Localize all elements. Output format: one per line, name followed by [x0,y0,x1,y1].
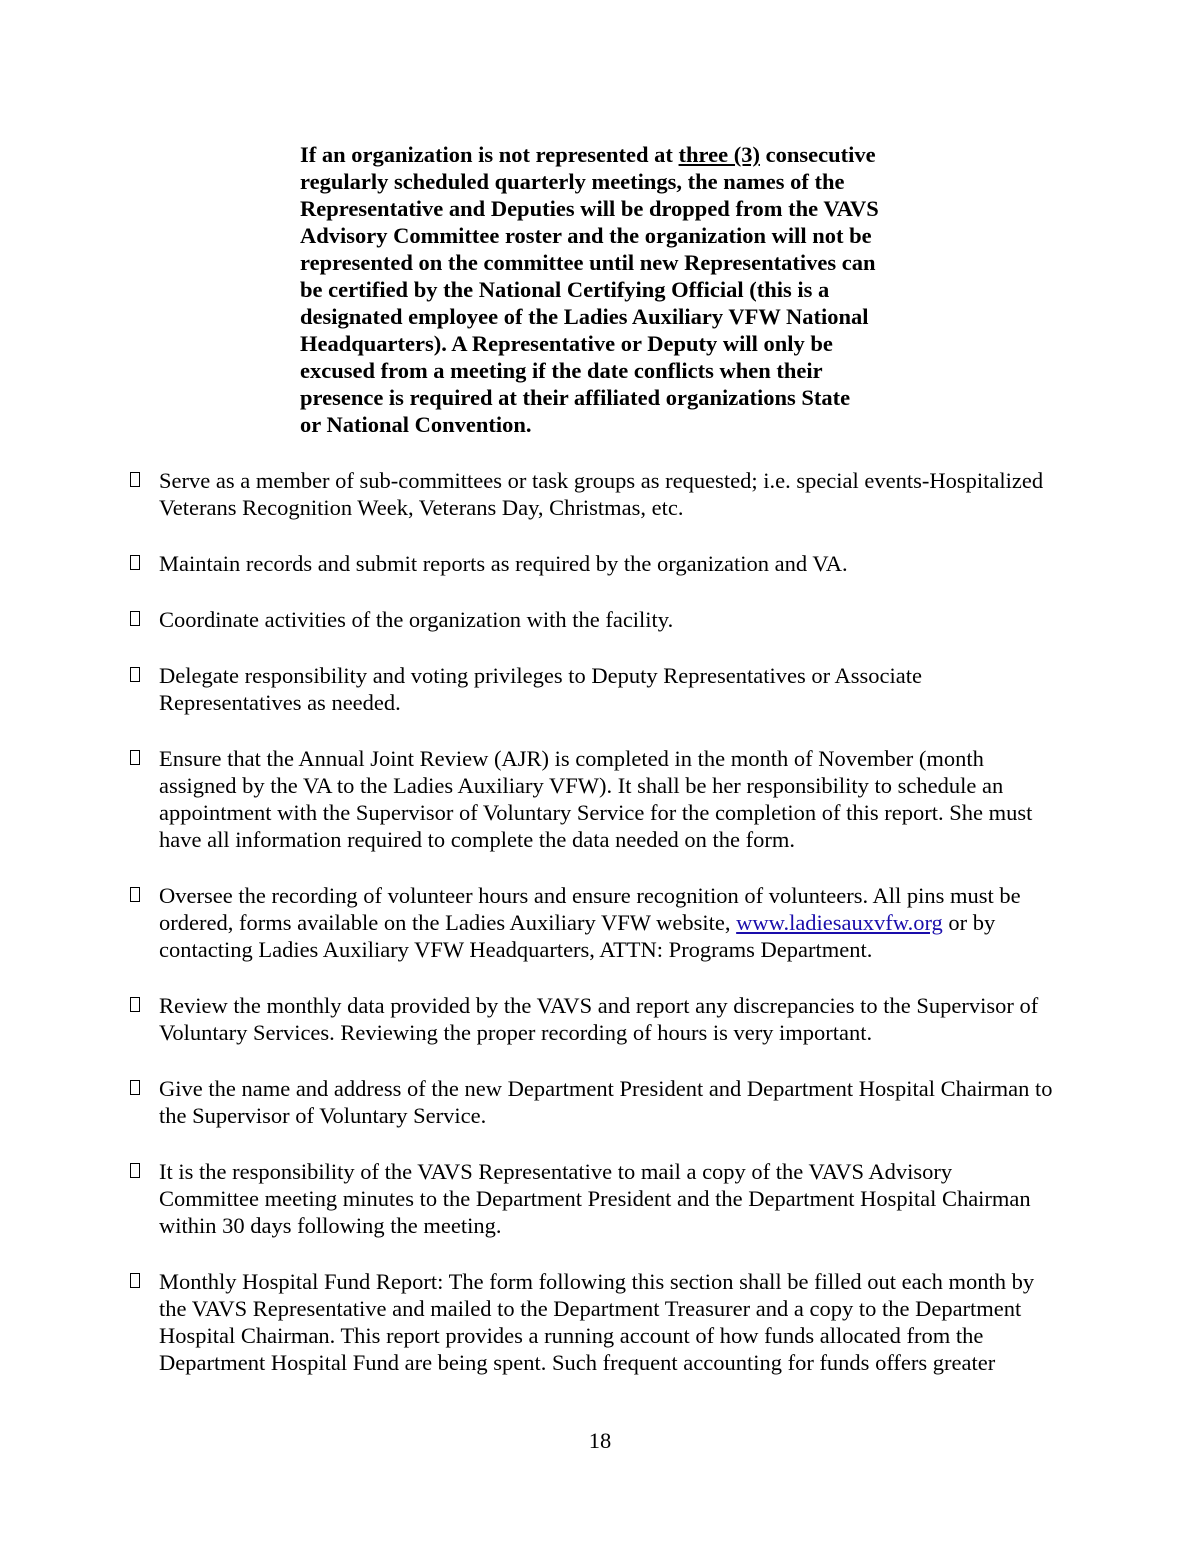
bullet-box-icon [130,887,140,902]
bullet-box-icon [130,997,140,1012]
list-item-text: Maintain records and submit reports as required by the organization and VA. [159,551,848,576]
paragraph-line: excused from a meeting if the date conflicts when their [300,358,823,383]
paragraph-line: represented on the committee until new Representatives can [300,250,876,275]
bullet-box-icon [130,611,140,626]
paragraph-line: regularly scheduled quarterly meetings, the names of the [300,169,845,194]
list-item-text: Delegate responsibility and voting privileges to Deputy Representatives or Associate Representatives as needed. [159,663,922,715]
paragraph-line: designated employee of the Ladies Auxiliary VFW National [300,304,869,329]
list-item-text: Ensure that the Annual Joint Review (AJR) is completed in the month of November (month assigned by the VA to the Ladies Auxiliary VFW). It shall be her responsibility to schedule an appointment with the Supervisor of Voluntary Service for the completion of this report. She must have all information required to complete the data needed on the form. [159,746,1033,852]
website-link[interactable]: www.ladiesauxvfw.org [736,910,943,935]
underlined-text: three (3) [678,142,760,167]
list-item-text: Monthly Hospital Fund Report: The form following this section shall be filled out each month by the VAVS Representative and mailed to the Department Treasurer and a copy to the Department Hospital Chairman. This report provides a running account of how funds allocated from the Department Hospital Fund are being spent. Such frequent accounting for funds offers greater [159,1269,1035,1375]
bullet-box-icon [130,750,140,765]
paragraph-line: Representative and Deputies will be dropped from the VAVS [300,196,879,221]
paragraph-line: or National Convention. [300,412,532,437]
attendance-policy-paragraph [300,141,940,438]
bullet-box-icon [130,1273,140,1288]
paragraph-line: If an organization is not represented at three (3) consecutive [300,142,876,167]
bullet-box-icon [130,667,140,682]
list-item-text: Review the monthly data provided by the VAVS and report any discrepancies to the Supervisor of Voluntary Services. Reviewing the proper recording of hours is very important. [159,993,1039,1045]
paragraph-line: presence is required at their affiliated organizations State [300,385,851,410]
bullet-box-icon [130,555,140,570]
bullet-box-icon [130,1163,140,1178]
paragraph-line: be certified by the National Certifying Official (this is a [300,277,830,302]
list-item-text: It is the responsibility of the VAVS Representative to mail a copy of the VAVS Advisory Committee meeting minutes to the Department President and the Department Hospital Chairman within 30 days following the meeting. [159,1159,1031,1238]
bullet-box-icon [130,472,140,487]
paragraph-line: Advisory Committee roster and the organization will not be [300,223,872,248]
list-item-text: Give the name and address of the new Department President and Department Hospital Chairman to the Supervisor of Voluntary Service. [159,1076,1053,1128]
list-item-text: Coordinate activities of the organization with the facility. [159,607,674,632]
list-item-text: Serve as a member of sub-committees or task groups as requested; i.e. special events-Hospitalized Veterans Recognition Week, Veterans Day, Christmas, etc. [159,468,1044,520]
paragraph-line: Headquarters). A Representative or Deputy will only be [300,331,833,356]
bullet-box-icon [130,1080,140,1095]
list-item-text: Oversee the recording of volunteer hours and ensure recognition of volunteers. All pins must be ordered, forms available on the Ladies Auxiliary VFW website, www.ladiesauxvfw.org or by contacting Ladies Auxiliary VFW Headquarters, ATTN: Programs Department. [159,883,1021,962]
page-number: 18 [588,1428,612,1453]
